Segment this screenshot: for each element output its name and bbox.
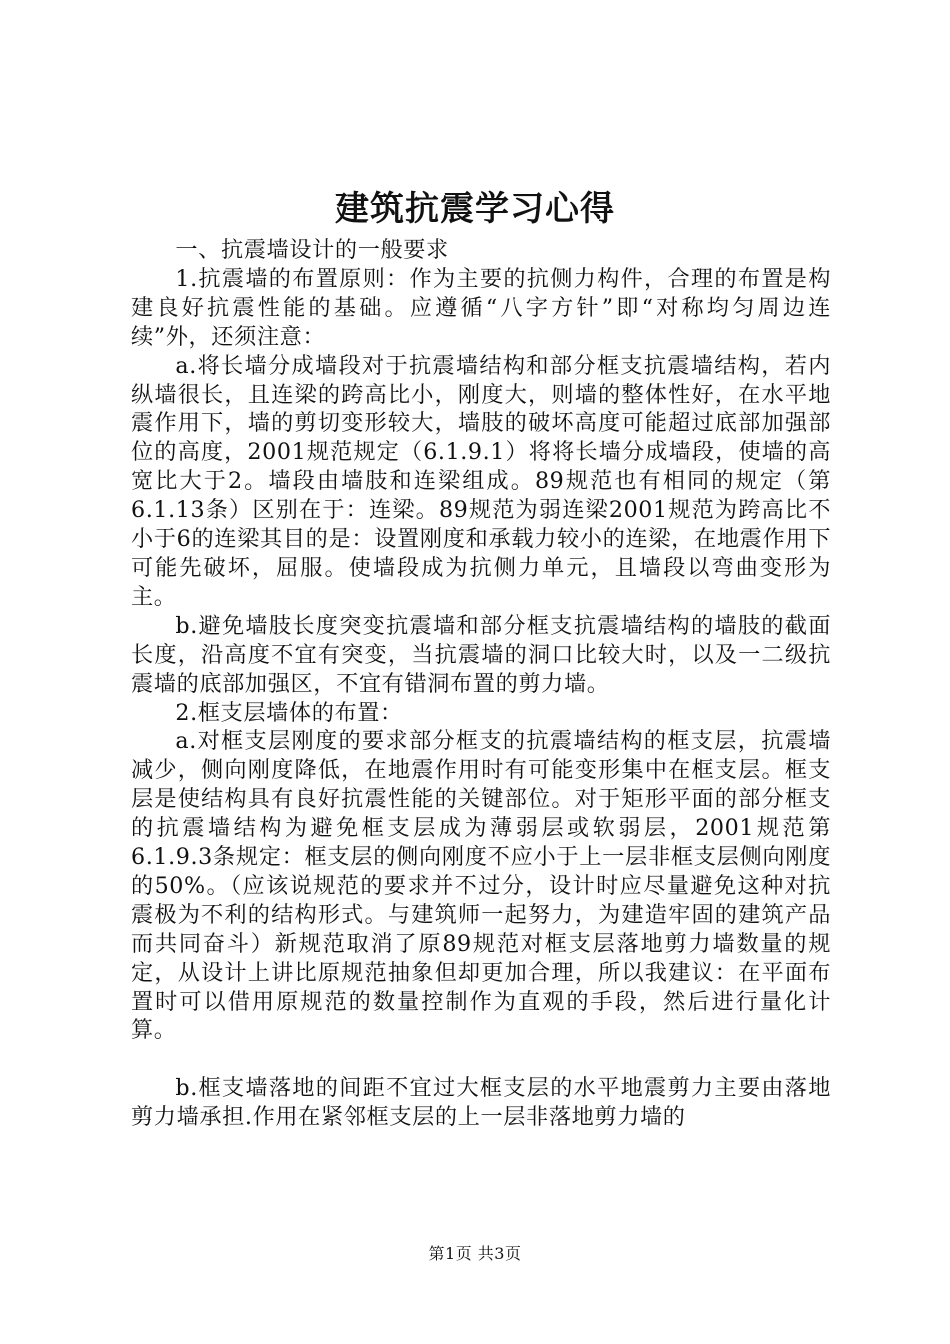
paragraph: b.避免墙肢长度突变抗震墙和部分框支抗震墙结构的墙肢的截面长度，沿高度不宜有突变，当抗震墙的洞口比较大时，以及一二级抗震墙的底部加强区，不宜有错洞布置的剪力墙。 xyxy=(131,612,831,697)
document-body xyxy=(131,236,831,1132)
paragraph: a.将长墙分成墙段对于抗震墙结构和部分框支抗震墙结构，若内纵墙很长，且连梁的跨高比小，刚度大，则墙的整体性好，在水平地震作用下，墙的剪切变形较大，墙肢的破坏高度可能超过底部加强部位的高度，2001规范规定（6.1.9.1）将将长墙分成墙段，使墙的高宽比大于2。墙段由墙肢和连梁组成。89规范也有相同的规定（第6.1.13条）区别在于：连梁。89规范为弱连梁2001规范为跨高比不小于6的连梁其目的是：设置刚度和承载力较小的连梁，在地震作用下可能先破坏，屈服。使墙段成为抗侧力单元，且墙段以弯曲变形为主。 xyxy=(131,352,831,610)
page-footer: 第1页 共3页 xyxy=(428,1244,522,1263)
paragraph: b.框支墙落地的间距不宜过大框支层的水平地震剪力主要由落地剪力墙承担.作用在紧邻框支层的上一层非落地剪力墙的 xyxy=(131,1075,831,1131)
subsection-heading: 2.框支层墙体的布置： xyxy=(175,699,403,726)
section-heading: 一、抗震墙设计的一般要求 xyxy=(175,237,449,263)
paragraph: 1.抗震墙的布置原则：作为主要的抗侧力构件，合理的布置是构建良好抗震性能的基础。应遵循“八字方针”即“对称均匀周边连续”外，还须注意： xyxy=(131,265,831,350)
paragraph: a.对框支层刚度的要求部分框支的抗震墙结构的框支层，抗震墙减少，侧向刚度降低，在地震作用时有可能变形集中在框支层。框支层是使结构具有良好抗震性能的关键部位。对于矩形平面的部分框支的抗震墙结构为避免框支层成为薄弱层或软弱层，2001规范第6.1.9.3条规定：框支层的侧向刚度不应小于上一层非框支层侧向刚度的50%。（应该说规范的要求并不过分，设计时应尽量避免这种对抗震极为不利的结构形式。与建筑师一起努力，为建造牢固的建筑产品而共同奋斗）新规范取消了原89规范对框支层落地剪力墙数量的规定，从设计上讲比原规范抽象但却更加合理，所以我建议：在平面布置时可以借用原规范的数量控制作为直观的手段，然后进行量化计算。 xyxy=(131,728,831,1044)
document-title: 建筑抗震学习心得 xyxy=(335,189,615,229)
